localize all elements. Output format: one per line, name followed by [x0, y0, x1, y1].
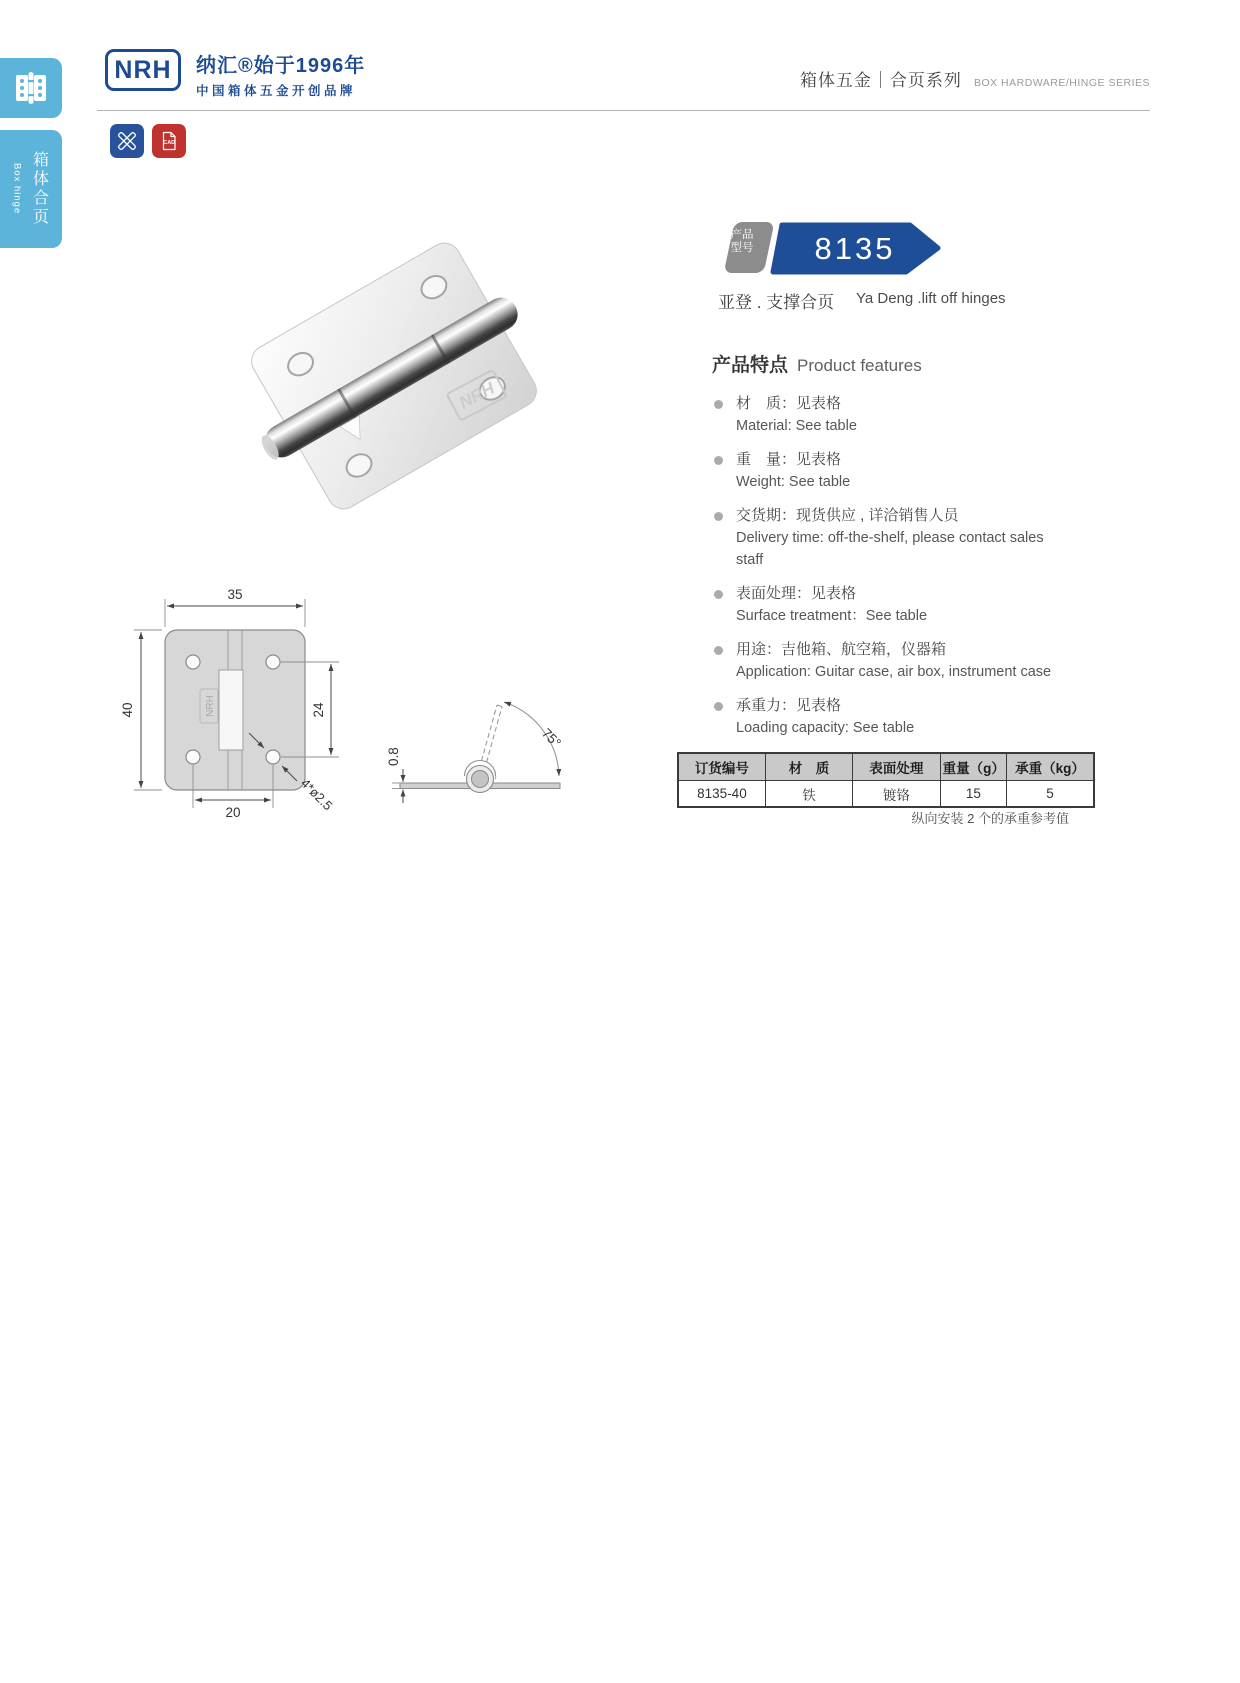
features-title-en: Product features [797, 356, 922, 375]
feature-item [712, 393, 1062, 437]
spec-cell-surface: 镀铬 [853, 781, 940, 808]
features-section [712, 350, 1062, 751]
feature-text-en: Delivery time: off-the-shelf, please contact sales staff [736, 530, 1044, 568]
bullet-dot [714, 702, 723, 711]
cad-file-icon [157, 129, 181, 153]
model-number: 8135 [814, 231, 896, 266]
feature-text-en: Loading capacity: See table [736, 720, 915, 736]
spec-table-row [678, 781, 1094, 808]
spec-cell-weight: 15 [940, 781, 1007, 808]
header-series [700, 66, 1150, 91]
feature-text-cn: 表面处理：见表格 [736, 585, 857, 602]
dim-hole-span-h-label: 20 [225, 805, 241, 820]
spec-header-material: 材 质 [765, 753, 852, 781]
feature-text-en: Weight: See table [736, 474, 851, 490]
product-photo [212, 236, 576, 518]
feature-item [712, 639, 1062, 683]
design-tool-button[interactable] [110, 124, 144, 158]
spec-cell-material: 铁 [765, 781, 852, 808]
spec-table [677, 752, 1095, 808]
table-note: 纵向安装 2 个的承重参考值 [911, 811, 1069, 826]
spec-header-weight: 重量（g） [940, 753, 1007, 781]
spec-header-surface: 表面处理 [853, 753, 940, 781]
feature-text-cn: 承重力：见表格 [736, 697, 842, 714]
dim-hole-span-v-label: 24 [311, 702, 326, 718]
sidebar-tab-label-en: Box hinge [11, 163, 23, 215]
cad-icon-label: CAD [163, 139, 176, 146]
spec-cell-order-no: 8135-40 [678, 781, 765, 808]
spec-table-header-row [678, 753, 1094, 781]
feature-text-cn: 重 量：见表格 [736, 451, 842, 468]
ruler-pencil-icon [115, 129, 139, 153]
sidebar-tab-box-hinge[interactable] [0, 130, 62, 248]
brand-slogan: 纳汇®始于1996年 [196, 55, 366, 77]
spec-header-capacity: 承重（kg） [1007, 753, 1094, 781]
feature-item [712, 449, 1062, 493]
front-view-drawing [120, 587, 339, 820]
dim-height-label: 40 [120, 702, 135, 718]
cad-download-button[interactable] [152, 124, 186, 158]
dim-thickness-label: 0.8 [386, 747, 401, 766]
brand-logo-text: NRH [114, 55, 172, 84]
sidebar-tab-label-cn: 箱体合页 [30, 151, 48, 227]
feature-text-en: Application: Guitar case, air box, instrument case [736, 664, 1052, 680]
spec-header-order-no: 订货编号 [678, 753, 765, 781]
features-title-cn: 产品特点 [712, 355, 789, 376]
feature-text-en: Material: See table [736, 418, 857, 434]
brand-block [196, 49, 365, 99]
header-series-en: BOX HARDWARE/HINGE SERIES [973, 77, 1150, 89]
hinge-icon [13, 70, 49, 106]
svg-text:NRH: NRH [205, 695, 216, 717]
feature-text-cn: 用途：吉他箱、航空箱，仪器箱 [736, 641, 947, 658]
bullet-dot [714, 456, 723, 465]
spec-cell-capacity: 5 [1007, 781, 1094, 808]
features-list [712, 393, 1062, 739]
side-view-drawing [386, 702, 564, 803]
brand-logo [105, 49, 181, 91]
bullet-dot [714, 590, 723, 599]
feature-item [712, 505, 1062, 571]
product-name-cn: 亚登 . 支撑合页 [718, 293, 835, 312]
svg-text:NRH: NRH [456, 378, 498, 413]
feature-text-cn: 交货期：现货供应 , 详洽销售人员 [736, 507, 959, 524]
product-name-en: Ya Deng .lift off hinges [856, 290, 1006, 307]
dim-width-label: 35 [227, 587, 243, 602]
bullet-dot [714, 646, 723, 655]
dim-angle-label: 75° [538, 725, 564, 751]
feature-text-en: Surface treatment：See table [736, 608, 928, 624]
bullet-dot [714, 400, 723, 409]
features-title [712, 350, 1062, 377]
bullet-dot [714, 512, 723, 521]
model-badge-label: 产品 型号 [730, 229, 754, 254]
header-divider-line [97, 110, 1150, 111]
technical-drawing [95, 545, 585, 845]
dim-holes-label: 4*ø2.5 [297, 775, 336, 814]
feature-text-cn: 材 质：见表格 [736, 395, 842, 412]
brand-subtitle: 中国箱体五金开创品牌 [196, 84, 357, 98]
feature-item [712, 695, 1062, 739]
sidebar-item-hinge[interactable] [0, 58, 62, 118]
header-series-cn: 箱体五金｜合页系列 [799, 71, 962, 90]
feature-item [712, 583, 1062, 627]
